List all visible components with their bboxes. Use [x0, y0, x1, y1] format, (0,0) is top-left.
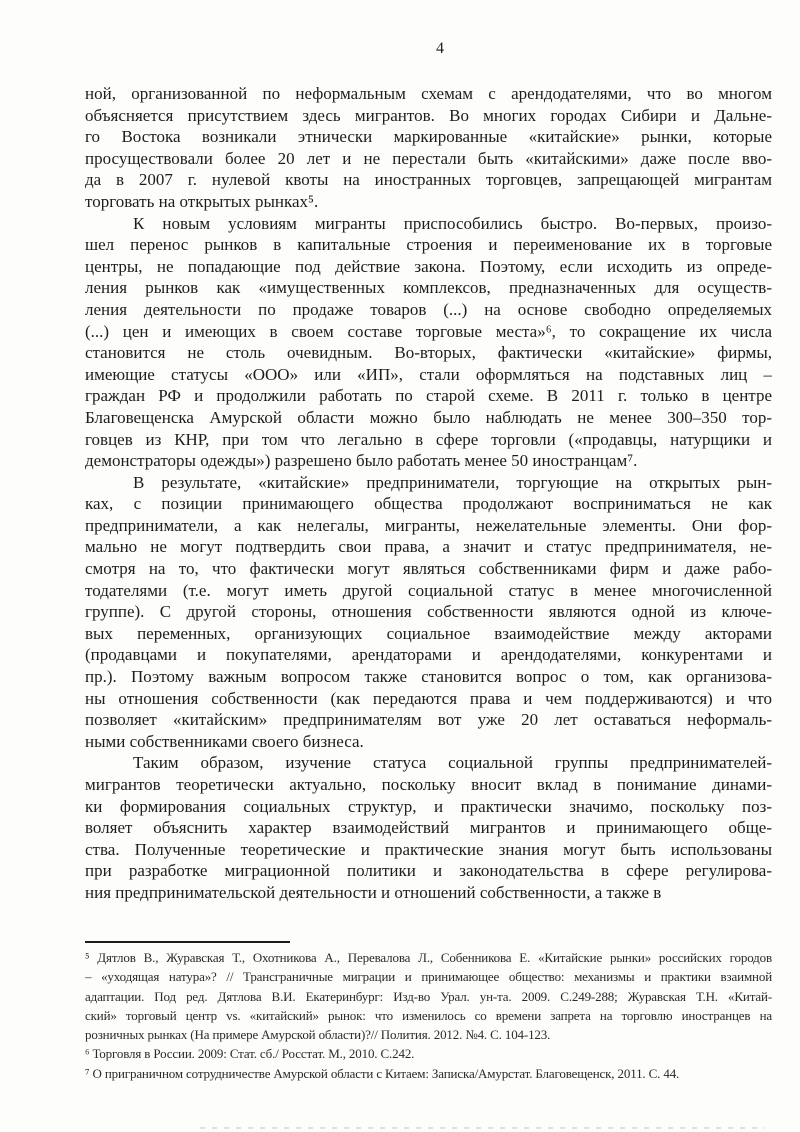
text-line: воляет объяснить характер взаимодействий мигрантов и принимающего обще- [85, 818, 772, 838]
footnote-line: ⁶ Торговля в России. 2009: Стат. сб./ Росстат. М., 2010. С.242. [85, 1046, 415, 1062]
text-line: демонстраторы одежды») разрешено было работать менее 50 иностранцам⁷. [85, 451, 638, 471]
text-line: ления рынков как «имущественных комплексов, предназначенных для осуществ- [85, 278, 772, 298]
footnote-line: ⁵ Дятлов В., Журавская Т., Охотникова А., Перевалова Л., Собенникова Е. «Китайские рынки» российских городов [85, 950, 772, 965]
body-text [85, 83, 772, 904]
footnote-line: розничных рынках (На примере Амурской области)?// Полития. 2012. №4. С. 104-123. [85, 1027, 551, 1043]
text-line: позволяет «китайским» предпринимателям вот уже 20 лет оставаться неформаль- [85, 710, 772, 730]
text-line: вых переменных, организующих социальное взаимодействие между акторами [85, 623, 772, 643]
footnote-separator [85, 941, 290, 943]
text-line: (...) цен и имеющих в своем составе торговые места»⁶, то сокращение их числа [85, 321, 772, 341]
page-number: 4 [436, 40, 444, 57]
text-line: ства. Полученные теоретические и практические знания могут быть использованы [85, 839, 772, 859]
text-line: объясняется присутствием здесь мигрантов. Во многих городах Сибири и Дальне- [85, 105, 772, 125]
text-line: просуществовали более 20 лет и не перестали быть «китайскими» даже после вво- [85, 148, 772, 168]
text-line: К новым условиям мигранты приспособились быстро. Во-первых, произо- [133, 213, 772, 233]
text-line: ления деятельности по продаже товаров (...) на основе свободно определяемых [85, 299, 772, 319]
text-line: (продавцами и покупателями, арендаторами и арендодателями, конкурентами и [85, 645, 772, 665]
text-line: Благовещенска Амурской области можно было наблюдать не менее 300–350 тор- [85, 407, 772, 427]
text-line: тодателями (т.е. могут иметь другой социальной статус в менее многочисленной [85, 580, 772, 600]
text-line: при разработке миграционной политики и законодательства в сфере регулирова- [85, 861, 772, 881]
text-line: группе). С другой стороны, отношения собственности являются одной из ключе- [85, 602, 772, 622]
footnote [85, 948, 772, 1044]
text-line: становится не столь очевидным. Во-вторых, фактически «китайские» фирмы, [85, 343, 772, 363]
text-line: В результате, «китайские» предприниматели, торгующие на открытых рын- [133, 472, 772, 492]
text-line: шел перенос рынков в капитальные строения и переименование их в торговые [85, 235, 772, 255]
text-line: ки формирования социальных структур, и практически значимо, поскольку поз- [85, 796, 772, 816]
footnote-line: ский» торговый центр vs. «китайский» рынок: что изменилось со времени запрета на торговлю иностранцев на [85, 1007, 772, 1023]
text-line: Таким образом, изучение статуса социальной группы предпринимателей- [133, 753, 772, 773]
paragraph [85, 472, 772, 753]
footnote-line: – «уходящая натура»? // Трансграничные миграции и принимающее общество: механизмы и практики взаимной [85, 969, 772, 985]
text-line: ными собственниками своего бизнеса. [85, 731, 364, 751]
footnote [85, 1044, 772, 1063]
paragraph [85, 213, 772, 472]
text-line: говцев из КНР, при том что легально в сфере торговли («продавцы, натурщики и [85, 429, 772, 449]
footnote-line: адаптации. Под ред. Дятлова В.И. Екатеринбург: Изд-во Урал. ун-та. 2009. С.249-288; Журавская Т.Н. «Китай- [85, 988, 772, 1004]
bleed-through-artifact [200, 1127, 765, 1129]
text-line: предприниматели, а как нелегалы, мигранты, нежелательные элементы. Они фор- [85, 515, 772, 535]
text-line: торговать на открытых рынках⁵. [85, 191, 319, 211]
text-line: да в 2007 г. нулевой квоты на иностранных торговцев, запрещающей мигрантам [85, 170, 772, 190]
text-line: имеющие статусы «ООО» или «ИП», стали оформляться на подставных лиц – [85, 364, 772, 384]
text-line: смотря на то, что фактически могут являться собственниками фирм и даже рабо- [85, 559, 772, 579]
text-line: граждан РФ и продолжили работать по старой схеме. В 2011 г. только в центре [85, 386, 772, 406]
text-line: го Востока возникали этнически маркированные «китайские» рынки, которые [85, 127, 772, 147]
footnote [85, 1064, 772, 1083]
paragraph [85, 752, 772, 903]
footnote-line: ⁷ О приграничном сотрудничестве Амурской области с Китаем: Записка/Амурстат. Благовещенск, 2011. С. 44. [85, 1065, 680, 1081]
text-line: мально не могут подтвердить свои права, а значит и статус предпринимателя, не- [85, 537, 772, 557]
text-line: ной, организованной по неформальным схемам с арендодателями, что во многом [85, 84, 772, 103]
footnotes [85, 948, 772, 1083]
text-line: ния предпринимательской деятельности и отношений собственности, а также в [85, 882, 662, 902]
paragraph [85, 83, 772, 213]
text-line: пр.). Поэтому важным вопросом также становится вопрос о том, как организова- [85, 667, 772, 687]
text-line: ны отношения собственности (как передаются права и чем поддерживаются) и что [85, 688, 772, 708]
text-line: ках, с позиции принимающего общества продолжают восприниматься не как [85, 494, 772, 514]
text-line: центры, не попадающие под действие закона. Поэтому, если исходить из опреде- [85, 256, 772, 276]
text-line: мигрантов теоретически актуально, поскольку вносит вклад в понимание динами- [85, 775, 772, 794]
